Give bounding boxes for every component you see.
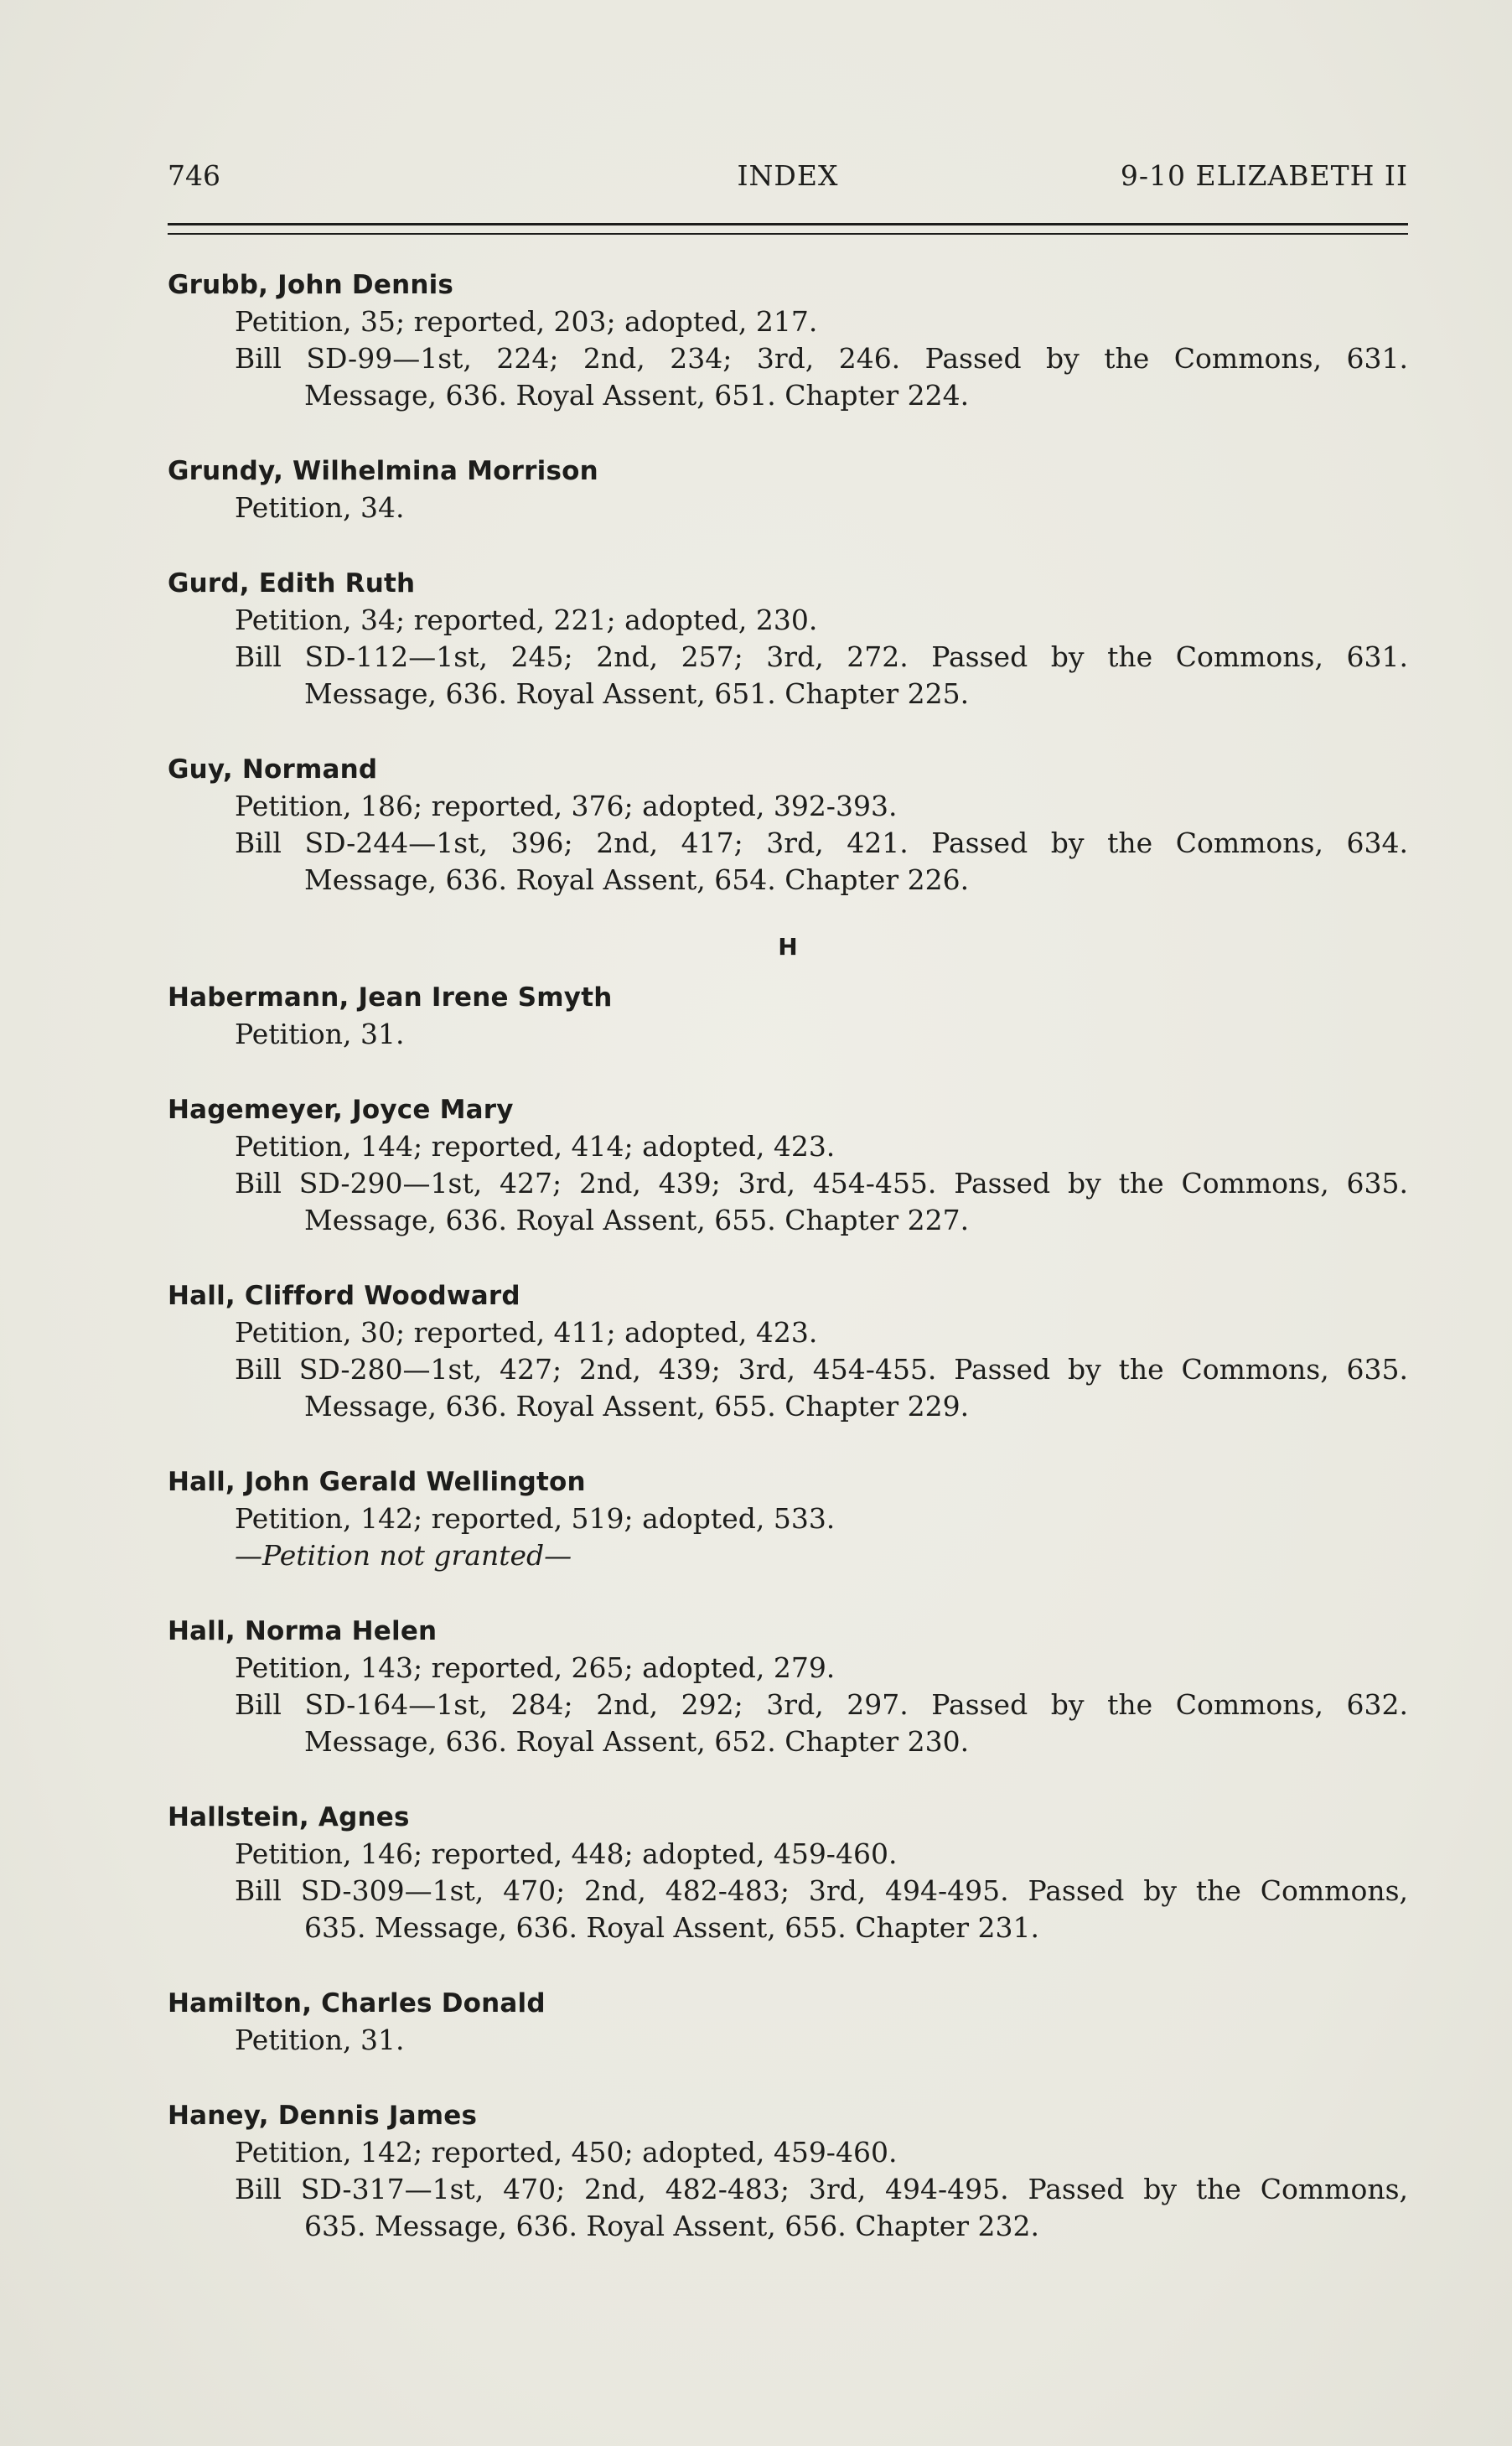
entry-name: Haney, Dennis James xyxy=(168,2101,478,2131)
index-entry xyxy=(168,453,1408,526)
entry-line: Petition, 146; reported, 448; adopted, 459-460. xyxy=(235,1837,898,1870)
section-letter: H xyxy=(778,933,798,961)
entry-line: Petition, 142; reported, 519; adopted, 533. xyxy=(235,1502,836,1535)
index-entry xyxy=(168,1613,1408,1760)
entry-line: Petition, 186; reported, 376; adopted, 392-393. xyxy=(235,790,898,822)
index-entry xyxy=(168,267,1408,414)
entry-line: Petition, 34. xyxy=(235,491,405,524)
page-title: INDEX xyxy=(737,159,839,192)
entry-line: Petition, 31. xyxy=(235,1018,405,1050)
entry-line: Bill SD-317—1st, 470; 2nd, 482-483; 3rd, 494-495. Passed by the Commons, xyxy=(235,2173,1408,2205)
entry-name: Habermann, Jean Irene Smyth xyxy=(168,982,613,1013)
index-entry xyxy=(168,979,1408,1053)
entry-name: Hagemeyer, Joyce Mary xyxy=(168,1095,514,1125)
entry-line: Bill SD-309—1st, 470; 2nd, 482-483; 3rd, 494-495. Passed by the Commons, xyxy=(235,1874,1408,1907)
entry-name: Hall, Norma Helen xyxy=(168,1616,438,1646)
entry-line: Message, 636. Royal Assent, 655. Chapter 229. xyxy=(304,1390,970,1423)
entry-line: Petition, 142; reported, 450; adopted, 459-460. xyxy=(235,2136,898,2169)
index-entry xyxy=(168,565,1408,713)
entry-line: Petition, 30; reported, 411; adopted, 423. xyxy=(235,1316,818,1349)
index-entry xyxy=(168,1985,1408,2059)
entry-name: Hall, Clifford Woodward xyxy=(168,1281,520,1311)
page-number: 746 xyxy=(168,159,220,192)
index-entry xyxy=(168,1464,1408,1574)
index-entry xyxy=(168,1091,1408,1239)
entry-line: Message, 636. Royal Assent, 651. Chapter 225. xyxy=(304,677,970,710)
volume-label: 9-10 ELIZABETH II xyxy=(1120,159,1408,192)
entry-name: Guy, Normand xyxy=(168,754,378,785)
entry-name: Hall, John Gerald Wellington xyxy=(168,1467,586,1497)
entry-line: Petition, 34; reported, 221; adopted, 230. xyxy=(235,604,818,636)
index-entry xyxy=(168,1799,1408,1946)
entry-line: Message, 636. Royal Assent, 654. Chapter 226. xyxy=(304,863,970,896)
entry-name: Hallstein, Agnes xyxy=(168,1802,410,1832)
header-rule-bottom xyxy=(168,233,1408,235)
index-entry xyxy=(168,1277,1408,1425)
entry-line: Bill SD-280—1st, 427; 2nd, 439; 3rd, 454-455. Passed by the Commons, 635. xyxy=(235,1353,1408,1386)
entry-line: Bill SD-290—1st, 427; 2nd, 439; 3rd, 454-455. Passed by the Commons, 635. xyxy=(235,1167,1408,1200)
entry-line: Petition, 31. xyxy=(235,2024,405,2056)
entry-line: Bill SD-244—1st, 396; 2nd, 417; 3rd, 421. Passed by the Commons, 634. xyxy=(235,827,1408,859)
running-header xyxy=(168,159,1408,201)
index-entries xyxy=(168,267,1408,2245)
entry-name: Gurd, Edith Ruth xyxy=(168,568,416,599)
index-entry xyxy=(168,751,1408,899)
entry-note: —Petition not granted— xyxy=(235,1539,572,1572)
entry-line: Petition, 143; reported, 265; adopted, 279. xyxy=(235,1651,836,1684)
entry-line: Bill SD-99—1st, 224; 2nd, 234; 3rd, 246. Passed by the Commons, 631. xyxy=(235,342,1408,375)
entry-line: 635. Message, 636. Royal Assent, 655. Chapter 231. xyxy=(304,1911,1040,1944)
entry-line: Bill SD-164—1st, 284; 2nd, 292; 3rd, 297. Passed by the Commons, 632. xyxy=(235,1688,1408,1721)
entry-line: Petition, 144; reported, 414; adopted, 423. xyxy=(235,1130,836,1163)
header-rule-top xyxy=(168,223,1408,225)
index-entry xyxy=(168,2097,1408,2245)
entry-line: Message, 636. Royal Assent, 652. Chapter 230. xyxy=(304,1725,970,1758)
entry-name: Hamilton, Charles Donald xyxy=(168,1988,546,2018)
entry-line: Bill SD-112—1st, 245; 2nd, 257; 3rd, 272. Passed by the Commons, 631. xyxy=(235,640,1408,673)
entry-name: Grundy, Wilhelmina Morrison xyxy=(168,456,598,486)
entry-name: Grubb, John Dennis xyxy=(168,270,454,300)
entry-line: Petition, 35; reported, 203; adopted, 217. xyxy=(235,305,818,338)
entry-line: Message, 636. Royal Assent, 651. Chapter 224. xyxy=(304,379,970,412)
entry-line: Message, 636. Royal Assent, 655. Chapter 227. xyxy=(304,1204,970,1236)
entry-line: 635. Message, 636. Royal Assent, 656. Chapter 232. xyxy=(304,2210,1040,2242)
